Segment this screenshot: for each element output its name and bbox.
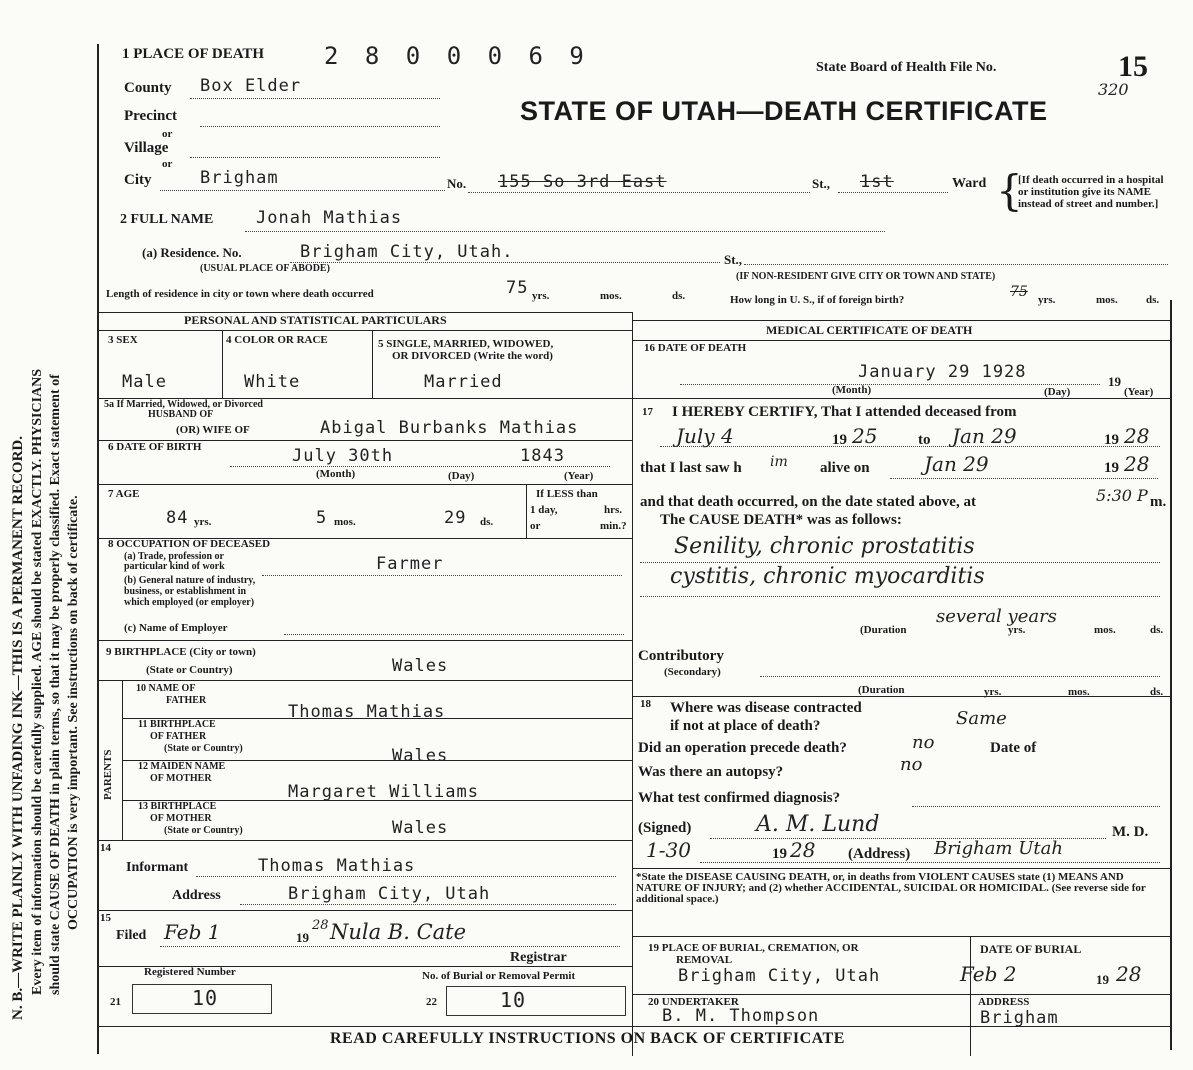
state-country-label: (State or Country) xyxy=(146,664,233,676)
form-right-border xyxy=(1170,300,1172,1050)
birthplace-value: Wales xyxy=(392,656,449,676)
date-of-label: Date of xyxy=(990,740,1037,756)
address-value: Brigham City, Utah xyxy=(288,884,491,904)
spouse-label-2: HUSBAND OF xyxy=(148,409,214,420)
signed-year: 28 xyxy=(790,838,816,862)
m-label: m. xyxy=(1150,494,1167,510)
residence-label: (a) Residence. No. xyxy=(142,245,242,260)
street-no-label: No. xyxy=(447,176,467,191)
autopsy-value: no xyxy=(900,754,923,775)
age-months: 5 xyxy=(316,508,328,528)
page-title: STATE OF UTAH—DEATH CERTIFICATE xyxy=(520,96,1048,126)
year-label: (Year) xyxy=(1124,386,1154,398)
mother-name-label-2: OF MOTHER xyxy=(150,773,212,784)
nonresident-label: (IF NON-RESIDENT GIVE CITY OR TOWN AND STATE) xyxy=(736,271,996,282)
burial-permit-value: 10 xyxy=(500,988,527,1012)
removal-label: REMOVAL xyxy=(676,954,733,966)
contributory-label: Contributory xyxy=(638,648,724,664)
yrs-label: yrs. xyxy=(984,686,1002,698)
filed-date: Feb 1 xyxy=(164,920,221,944)
cause-line-2: cystitis, chronic myocarditis xyxy=(670,564,985,589)
md-label: M. D. xyxy=(1112,824,1149,840)
mother-name-label: 12 MAIDEN NAME xyxy=(138,761,226,772)
last-saw-year-prefix: 19 xyxy=(1104,460,1119,476)
ds-label: ds. xyxy=(480,516,494,528)
date-of-death-label: 16 DATE OF DEATH xyxy=(644,342,747,354)
operation-value: no xyxy=(912,732,935,753)
burial-date-value: Feb 2 xyxy=(960,962,1017,986)
mother-birthplace-label: 13 BIRTHPLACE xyxy=(138,801,217,812)
duration-value: several years xyxy=(936,606,1057,627)
us-residence-label: How long in U. S., if of foreign birth? xyxy=(730,294,905,306)
precinct-label: Precinct xyxy=(124,108,178,124)
duration-label: (Duration xyxy=(860,624,907,636)
registrar-signature: Nula B. Cate xyxy=(330,920,467,944)
registered-number-label: Registered Number xyxy=(144,966,236,978)
brace-icon: { xyxy=(996,166,1023,215)
item-22-number: 22 xyxy=(426,996,437,1008)
residence-st-label: St., xyxy=(724,252,743,267)
yrs-label: yrs. xyxy=(194,516,212,528)
cause-label: The CAUSE DEATH* was as follows: xyxy=(660,512,902,528)
disease-contracted-label-2: if not at place of death? xyxy=(670,718,821,734)
test-label: What test confirmed diagnosis? xyxy=(638,790,841,806)
day-label: (Day) xyxy=(448,470,475,482)
father-birthplace-value: Wales xyxy=(392,746,449,766)
ds-label: ds. xyxy=(1150,624,1164,636)
death-time-value: 5:30 P xyxy=(1096,486,1148,505)
file-number: 15 xyxy=(1118,50,1148,83)
mos-label: mos. xyxy=(600,290,622,302)
last-saw-date: Jan 29 xyxy=(924,452,989,476)
duration-label: (Duration xyxy=(858,684,905,696)
occupation-b-label: (b) General nature of industry, xyxy=(124,575,256,586)
cause-note: *State the DISEASE CAUSING DEATH, or, in deaths from VIOLENT CAUSES state (1) MEANS AND NATURE OF INJURY; and (2) whether ACCIDENTAL, SUICIDAL OR HOMICIDAL. (See reverse side for additional space.) xyxy=(636,871,1146,905)
spouse-value: Abigal Burbanks Mathias xyxy=(320,418,579,438)
village-label: Village xyxy=(124,140,169,156)
cause-line-1: Senility, chronic prostatitis xyxy=(674,534,975,559)
from-year-prefix: 19 xyxy=(832,432,847,448)
informant-label: Informant xyxy=(126,860,189,875)
mother-value: Margaret Williams xyxy=(288,782,479,802)
us-residence-years: 75 xyxy=(1010,284,1028,300)
to-year-prefix: 19 xyxy=(1104,432,1119,448)
mos-label: mos. xyxy=(1068,686,1090,698)
sidebar-line-2: Every item of information should be carefully supplied. AGE should be stated EXACTLY. PHYSICIANS xyxy=(30,368,45,995)
mother-birthplace-label-3: (State or Country) xyxy=(164,825,243,836)
undertaker-label: 20 UNDERTAKER xyxy=(648,996,739,1008)
occupation-b-label-3: which employed (or employer) xyxy=(124,597,255,608)
burial-permit-label: No. of Burial or Removal Permit xyxy=(422,970,576,982)
full-name-value: Jonah Mathias xyxy=(256,208,403,228)
last-saw-him: im xyxy=(770,454,788,470)
item-14-number: 14 xyxy=(100,842,111,854)
item-17-number: 17 xyxy=(642,406,653,418)
sex-value: Male xyxy=(122,372,167,392)
spouse-label-3: (OR) WIFE OF xyxy=(176,424,250,436)
street-st-label: St., xyxy=(812,176,831,191)
age-years: 84 xyxy=(166,508,189,528)
occupation-label: 8 OCCUPATION OF DECEASED xyxy=(108,538,271,550)
burial-year-value: 28 xyxy=(1116,962,1142,986)
length-residence-label: Length of residence in city or town where death occurred xyxy=(106,288,374,300)
filed-year-prefix: 19 xyxy=(296,930,309,945)
employer-label: (c) Name of Employer xyxy=(124,622,228,634)
physician-signature: A. M. Lund xyxy=(756,812,880,837)
spouse-label-1: 5a If Married, Widowed, or Divorced xyxy=(104,399,263,410)
mother-birthplace-value: Wales xyxy=(392,818,449,838)
length-residence-years: 75 xyxy=(506,278,529,298)
attended-to-year: 28 xyxy=(1124,424,1150,448)
city-value: Brigham xyxy=(200,168,279,188)
city-label: City xyxy=(124,172,152,188)
marital-label-2: OR DIVORCED (Write the word) xyxy=(392,350,553,362)
month-label: (Month) xyxy=(832,384,872,396)
undertaker-address-value: Brigham xyxy=(980,1008,1059,1028)
medical-section-title: MEDICAL CERTIFICATE OF DEATH xyxy=(766,323,973,337)
personal-section-title: PERSONAL AND STATISTICAL PARTICULARS xyxy=(184,313,447,327)
burial-label: 19 PLACE OF BURIAL, CREMATION, OR xyxy=(648,942,859,954)
mos-label: mos. xyxy=(1094,624,1116,636)
certificate-number: 2 8 0 0 0 6 9 xyxy=(324,42,590,70)
dob-value: July 30th xyxy=(292,446,394,466)
father-value: Thomas Mathias xyxy=(288,702,446,722)
registrar-label: Registrar xyxy=(510,950,567,965)
undertaker-value: B. M. Thompson xyxy=(662,1006,820,1026)
less-than-label: If LESS than xyxy=(536,488,598,500)
min-label: min.? xyxy=(600,520,627,532)
last-saw-label: that I last saw h xyxy=(640,460,742,476)
yrs-label: yrs. xyxy=(532,290,550,302)
address-label: Address xyxy=(172,888,221,903)
autopsy-label: Was there an autopsy? xyxy=(638,764,784,780)
age-label: 7 AGE xyxy=(108,488,140,500)
day-label: (Day) xyxy=(1044,386,1071,398)
last-saw-year: 28 xyxy=(1124,452,1150,476)
death-time-label: and that death occurred, on the date stated above, at xyxy=(640,494,976,510)
signed-address: Brigham Utah xyxy=(934,838,1063,859)
form-left-border xyxy=(97,44,99,1054)
mos-label: mos. xyxy=(1096,294,1118,306)
yrs-label: yrs. xyxy=(1038,294,1056,306)
occupation-value: Farmer xyxy=(376,554,444,574)
year-prefix: 19 xyxy=(1108,374,1121,389)
item-15-number: 15 xyxy=(100,912,111,924)
mos-label: mos. xyxy=(334,516,356,528)
dob-label: 6 DATE OF BIRTH xyxy=(108,441,202,453)
father-birthplace-label-2: OF FATHER xyxy=(150,731,207,742)
burial-permit-box xyxy=(446,986,626,1016)
father-name-label: 10 NAME OF xyxy=(136,683,196,694)
file-label: State Board of Health File No. xyxy=(816,60,997,75)
undertaker-address-label: ADDRESS xyxy=(978,996,1030,1008)
certify-label: I HEREBY CERTIFY, That I attended deceased from xyxy=(672,404,1017,420)
marital-value: Married xyxy=(424,372,503,392)
usual-abode-label: (USUAL PLACE OF ABODE) xyxy=(200,263,330,274)
occupation-a-label: (a) Trade, profession or xyxy=(124,551,224,562)
dob-year: 1843 xyxy=(520,446,565,466)
ward-label: Ward xyxy=(952,176,987,191)
year-label: (Year) xyxy=(564,470,594,482)
column-divider xyxy=(632,312,633,1056)
occupation-b-label-2: business, or establishment in xyxy=(124,586,247,597)
burial-place-value: Brigham City, Utah xyxy=(678,966,881,986)
disease-contracted-value: Same xyxy=(956,708,1007,729)
or-label: or xyxy=(162,158,173,170)
ds-label: ds. xyxy=(672,290,686,302)
alive-on-label: alive on xyxy=(820,460,870,476)
signed-year-prefix: 19 xyxy=(772,846,787,862)
parents-label: PARENTS xyxy=(102,749,114,800)
residence-value: Brigham City, Utah. xyxy=(300,242,514,262)
sidebar-line-1: N. B.—WRITE PLAINLY WITH UNFADING INK—THIS IS A PERMANENT RECORD. xyxy=(10,436,26,1020)
month-label: (Month) xyxy=(316,468,356,480)
item-18-number: 18 xyxy=(640,698,651,710)
signed-label: (Signed) xyxy=(638,820,692,836)
disease-contracted-label: Where was disease contracted xyxy=(670,700,862,716)
informant-value: Thomas Mathias xyxy=(258,856,416,876)
birthplace-label: 9 BIRTHPLACE (City or town) xyxy=(106,646,256,658)
attended-from-year: 25 xyxy=(852,424,878,448)
father-birthplace-label: 11 BIRTHPLACE xyxy=(138,719,216,730)
county-value: Box Elder xyxy=(200,76,302,96)
ds-label: ds. xyxy=(1146,294,1160,306)
county-label: County xyxy=(124,80,172,96)
to-label: to xyxy=(918,432,931,448)
hrs-label: hrs. xyxy=(604,504,623,516)
street-value: 155 So 3rd East xyxy=(498,172,667,192)
secondary-label: (Secondary) xyxy=(664,666,721,678)
full-name-label: 2 FULL NAME xyxy=(120,212,214,227)
instructions-sidebar xyxy=(4,60,84,1020)
mother-birthplace-label-2: OF MOTHER xyxy=(150,813,212,824)
ward-value: 1st xyxy=(860,172,894,192)
or-label: or xyxy=(162,128,173,140)
file-sub-number: 320 xyxy=(1098,80,1129,99)
yrs-label: yrs. xyxy=(1008,624,1026,636)
color-value: White xyxy=(244,372,301,392)
father-birthplace-label-3: (State or Country) xyxy=(164,743,243,754)
burial-date-label: DATE OF BURIAL xyxy=(980,942,1082,956)
hospital-note: [If death occurred in a hospital or institution give its NAME instead of street and number.] xyxy=(1018,174,1164,210)
sex-label: 3 SEX xyxy=(108,334,138,346)
signed-address-label: (Address) xyxy=(848,846,911,862)
footer-instructions: READ CAREFULLY INSTRUCTIONS ON BACK OF CERTIFICATE xyxy=(330,1030,845,1047)
burial-year-prefix: 19 xyxy=(1096,972,1109,987)
one-day-label: 1 day, xyxy=(530,504,558,516)
marital-label-1: 5 SINGLE, MARRIED, WIDOWED, xyxy=(378,338,554,350)
attended-from: July 4 xyxy=(676,424,734,448)
operation-label: Did an operation precede death? xyxy=(638,740,847,756)
filed-year: 28 xyxy=(312,918,329,933)
or-label: or xyxy=(530,520,541,532)
filed-label: Filed xyxy=(116,928,147,943)
ds-label: ds. xyxy=(1150,686,1164,698)
item-21-number: 21 xyxy=(110,996,121,1008)
age-days: 29 xyxy=(444,508,467,528)
registered-number-value: 10 xyxy=(192,986,219,1010)
attended-to: Jan 29 xyxy=(952,424,1017,448)
signed-date: 1-30 xyxy=(646,838,691,862)
occupation-a-label-2: particular kind of work xyxy=(124,561,225,572)
color-label: 4 COLOR OR RACE xyxy=(226,334,328,346)
sidebar-line-3: should state CAUSE OF DEATH in plain terms, so that it may be properly classified. Exact statement of xyxy=(48,374,63,995)
sidebar-line-4: OCCUPATION is very important. See instructions on back of certificate. xyxy=(66,495,81,930)
place-of-death-label: 1 PLACE OF DEATH xyxy=(122,46,265,62)
date-of-death-value: January 29 1928 xyxy=(858,362,1027,382)
father-label: FATHER xyxy=(166,695,207,706)
